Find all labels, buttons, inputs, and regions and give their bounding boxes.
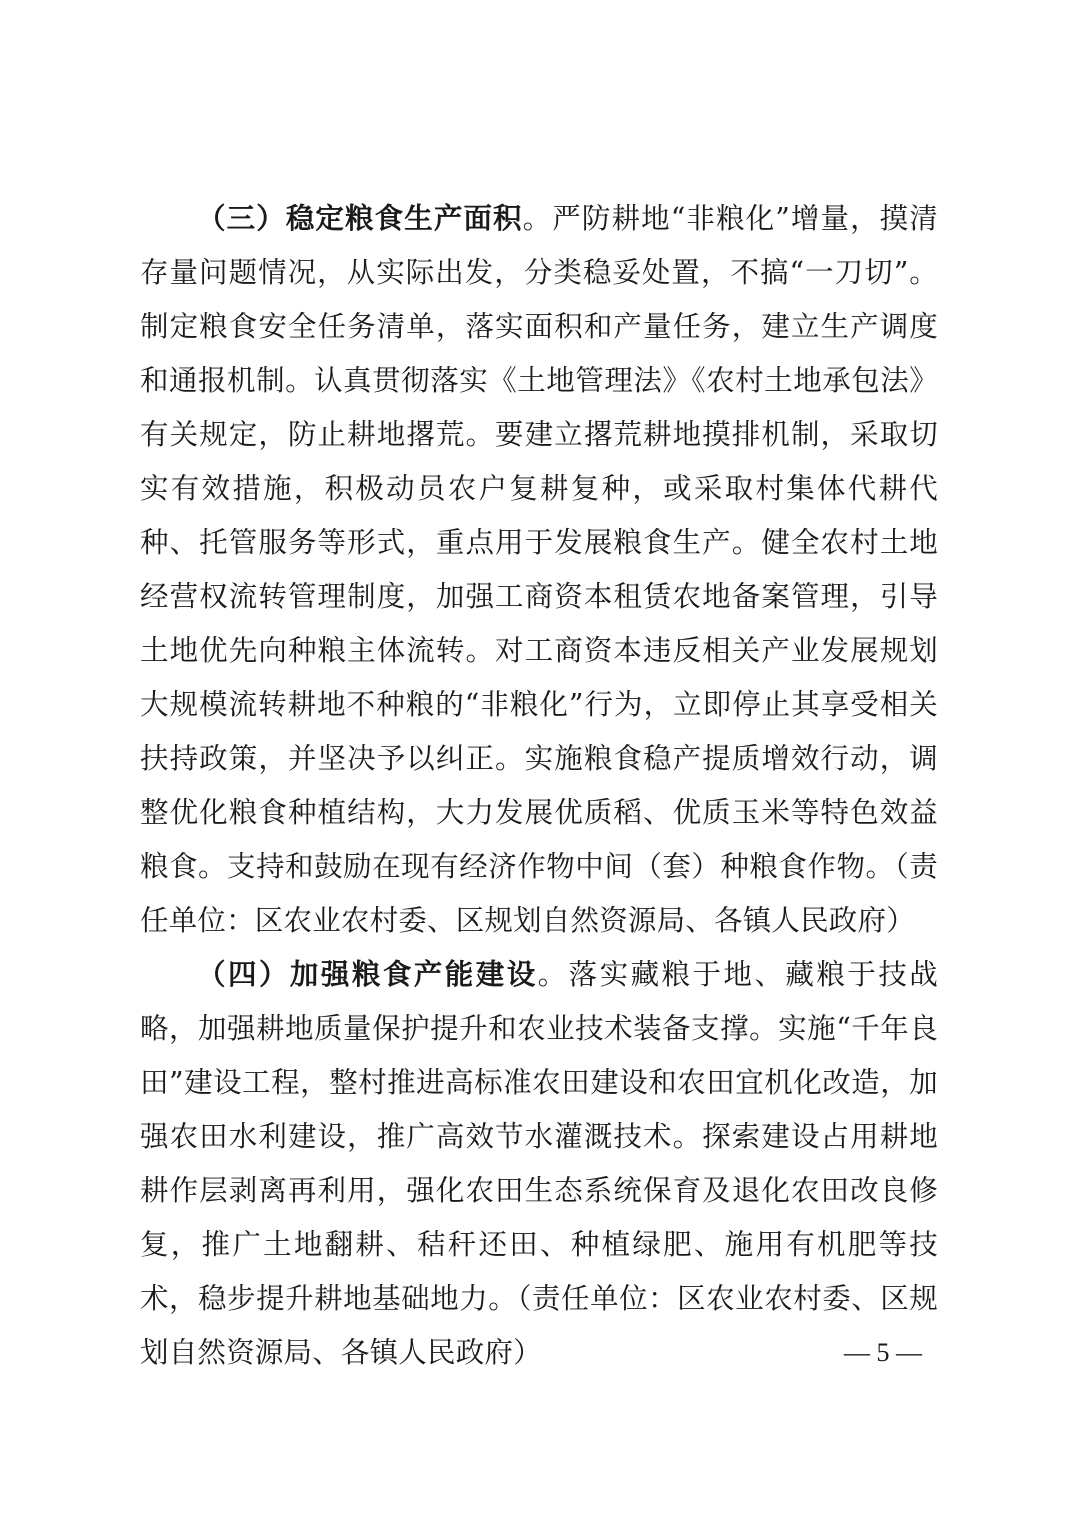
paragraph-grain-capacity <box>140 948 938 1380</box>
paragraph-heading: （四）加强粮食产能建设 <box>197 958 538 991</box>
paragraph-text: 。严防耕地“非粮化”增量，摸清存量问题情况，从实际出发，分类稳妥处置，不搞“一刀切”。制定粮食安全任务清单，落实面积和产量任务，建立生产调度和通报机制。认真贯彻落实《土地管理法》《农村土地承包法》有关规定，防止耕地撂荒。要建立撂荒耕地摸排机制，采取切实有效措施，积极动员农户复耕复种，或采取村集体代耕代种、托管服务等形式，重点用于发展粮食生产。健全农村土地经营权流转管理制度，加强工商资本租赁农地备案管理，引导土地优先向种粮主体流转。对工商资本违反相关产业发展规划大规模流转耕地不种粮的“非粮化”行为，立即停止其享受相关扶持政策，并坚决予以纠正。实施粮食稳产提质增效行动，调整优化粮食种植结构，大力发展优质稻、优质玉米等特色效益粮食。支持和鼓励在现有经济作物中间（套）种粮食作物。（责任单位：区农业农村委、区规划自然资源局、各镇人民政府） <box>140 202 938 937</box>
document-body <box>140 192 938 1380</box>
paragraph-heading: （三）稳定粮食生产面积 <box>197 202 523 235</box>
page-number: — 5 — <box>844 1338 922 1367</box>
paragraph-text: 。落实藏粮于地、藏粮于技战略，加强耕地质量保护提升和农业技术装备支撑。实施“千年良田”建设工程，整村推进高标准农田建设和农田宜机化改造，加强农田水利建设，推广高效节水灌溉技术。探索建设占用耕地耕作层剥离再利用，强化农田生态系统保育及退化农田改良修复，推广土地翻耕、秸秆还田、种植绿肥、施用有机肥等技术，稳步提升耕地基础地力。（责任单位：区农业农村委、区规划自然资源局、各镇人民政府） <box>140 958 939 1369</box>
paragraph-stabilize-grain-area <box>140 192 938 948</box>
